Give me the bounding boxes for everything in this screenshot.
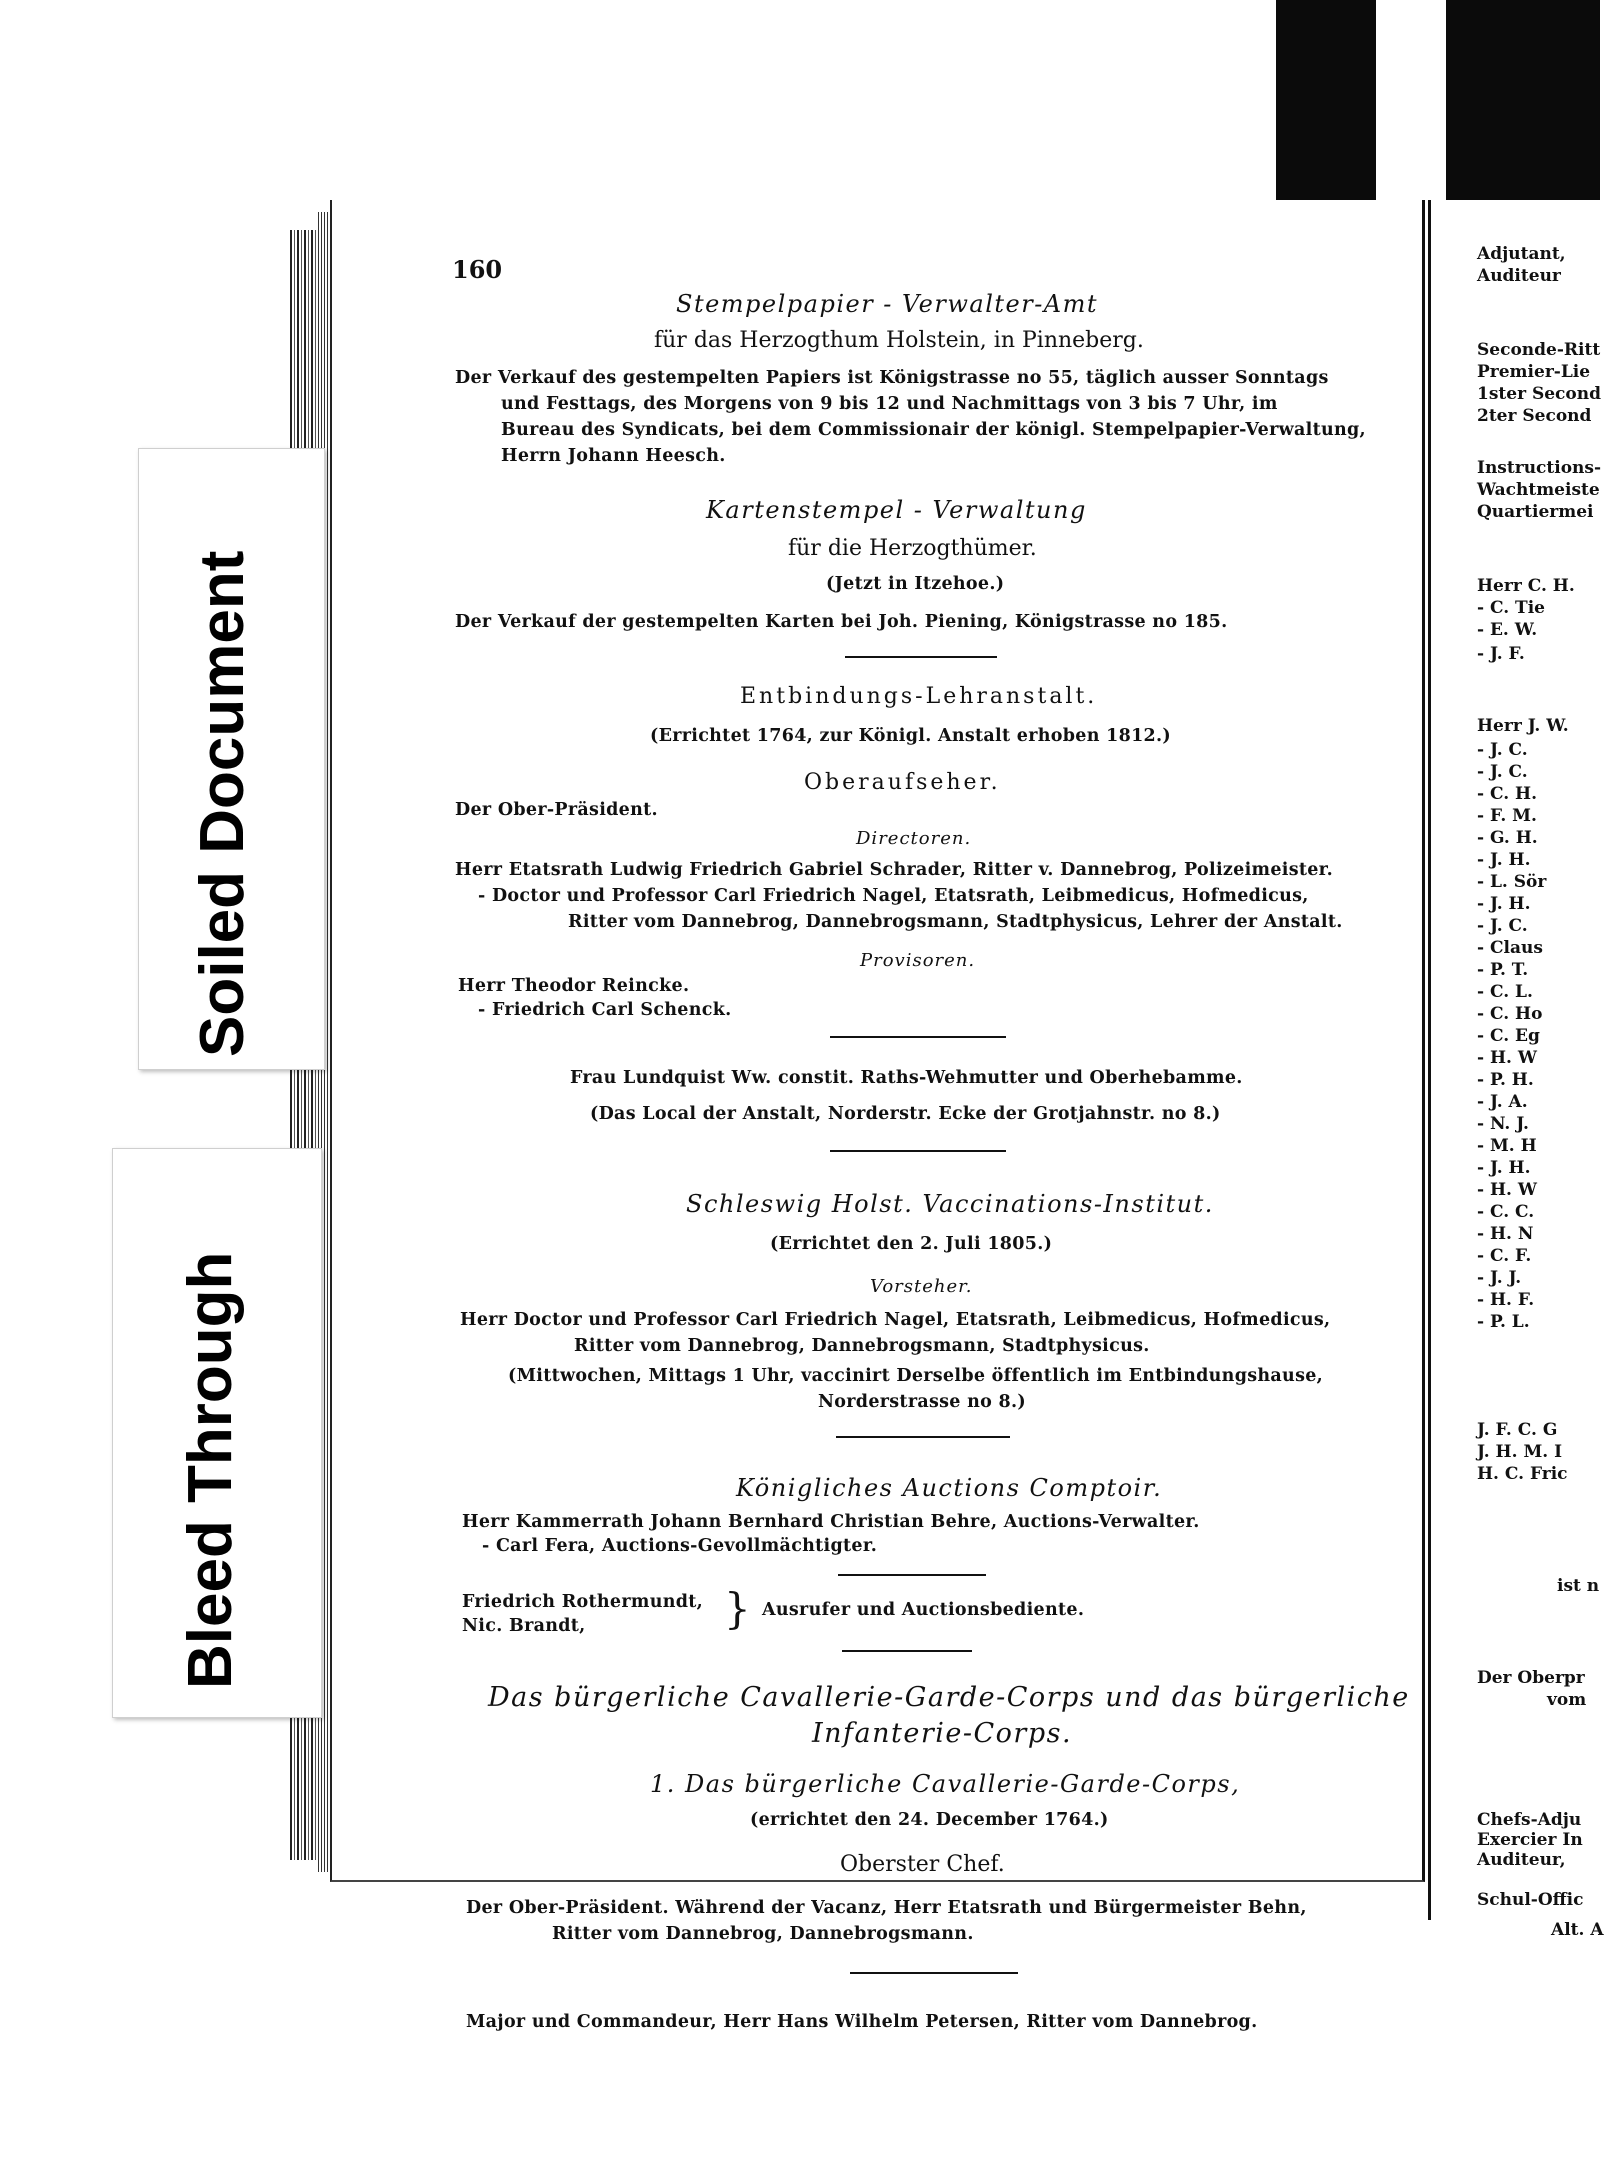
fragment-line: ist n: [1557, 1576, 1600, 1596]
section-title: Königliches Auctions Comptoir.: [736, 1474, 1163, 1502]
brace: }: [724, 1584, 751, 1633]
fragment-line: - C. H.: [1477, 784, 1538, 804]
fragment-line: - G. H.: [1477, 828, 1538, 848]
fragment-line: - M. H: [1477, 1136, 1537, 1156]
fragment-line: - Claus: [1477, 938, 1543, 958]
fragment-line: - P. L.: [1477, 1312, 1530, 1332]
fragment-line: - H. W: [1477, 1048, 1537, 1068]
fragment-line: H. C. Fric: [1477, 1464, 1568, 1484]
fragment-line: - P. T.: [1477, 960, 1529, 980]
divider: [830, 1036, 1006, 1038]
fragment-line: - J. H.: [1477, 894, 1531, 914]
sub-heading: Directoren.: [856, 828, 972, 849]
text-line: Herr Theodor Reincke.: [458, 976, 690, 996]
fragment-line: - J. C.: [1477, 740, 1528, 760]
fragment-line: - F. M.: [1477, 806, 1537, 826]
section-note: (Jetzt in Itzehoe.): [826, 574, 1005, 594]
fragment-line: - J. J.: [1477, 1268, 1522, 1288]
dark-strip: [1446, 0, 1600, 200]
fragment-line: - C. L.: [1477, 982, 1533, 1002]
soiled-document-label: [138, 448, 325, 1070]
fragment-line: Wachtmeiste: [1477, 480, 1600, 500]
section-title: Entbindungs-Lehranstalt.: [740, 684, 1098, 709]
text-line: Major und Commandeur, Herr Hans Wilhelm Petersen, Ritter vom Dannebrog.: [466, 2012, 1258, 2032]
text-line: Der Verkauf der gestempelten Karten bei Joh. Piening, Königstrasse no 185.: [455, 612, 1228, 632]
fragment-line: Instructions-: [1477, 458, 1602, 478]
section-title: Infanterie-Corps.: [812, 1718, 1073, 1749]
dark-strip: [1276, 0, 1376, 200]
fragment-line: Herr C. H.: [1477, 576, 1575, 596]
section-heading: Oberster Chef.: [840, 1852, 1005, 1877]
bleed-through-label: [112, 1148, 322, 1718]
section-note: (Errichtet den 2. Juli 1805.): [770, 1234, 1053, 1254]
fragment-line: 2ter Second: [1477, 406, 1592, 426]
sub-heading: Vorsteher.: [870, 1276, 973, 1297]
text-line: - Carl Fera, Auctions-Gevollmächtigter.: [482, 1536, 878, 1556]
section-subtitle: für die Herzogthümer.: [788, 536, 1037, 561]
fragment-line: Der Oberpr: [1477, 1668, 1585, 1688]
fragment-line: - J. F.: [1477, 644, 1525, 664]
text-line: Ritter vom Dannebrog, Dannebrogsmann, Stadtphysicus, Lehrer der Anstalt.: [568, 912, 1343, 932]
text-line: Der Ober-Präsident. Während der Vacanz, Herr Etatsrath und Bürgermeister Behn,: [466, 1898, 1307, 1918]
text-line: Herr Doctor und Professor Carl Friedrich Nagel, Etatsrath, Leibmedicus, Hofmedicus,: [460, 1310, 1331, 1330]
section-title: Kartenstempel - Verwaltung: [706, 496, 1087, 524]
text-line: - Doctor und Professor Carl Friedrich Nagel, Etatsrath, Leibmedicus, Hofmedicus,: [478, 886, 1309, 906]
fragment-line: Auditeur,: [1477, 1850, 1566, 1870]
text-line: und Festtags, des Morgens von 9 bis 12 und Nachmittags von 3 bis 7 Uhr, im: [501, 394, 1278, 414]
text-line: Bureau des Syndicats, bei dem Commissionair der königl. Stempelpapier-Verwaltung,: [501, 420, 1366, 440]
text-line: - Friedrich Carl Schenck.: [478, 1000, 732, 1020]
text-line: (Mittwochen, Mittags 1 Uhr, vaccinirt Derselbe öffentlich im Entbindungshause,: [508, 1366, 1324, 1386]
fragment-line: J. F. C. G: [1477, 1420, 1558, 1440]
text-line: (Das Local der Anstalt, Norderstr. Ecke der Grotjahnstr. no 8.): [590, 1104, 1221, 1124]
text-line: Nic. Brandt,: [462, 1616, 586, 1636]
fragment-line: - J. C.: [1477, 762, 1528, 782]
fragment-line: - C. Ho: [1477, 1004, 1543, 1024]
text-line: Ritter vom Dannebrog, Dannebrogsmann.: [552, 1924, 974, 1944]
text-line: Norderstrasse no 8.): [818, 1392, 1026, 1412]
fragment-line: J. H. M. I: [1477, 1442, 1563, 1462]
text-line: Ausrufer und Auctionsbediente.: [762, 1600, 1085, 1620]
fragment-line: - H. W: [1477, 1180, 1537, 1200]
divider: [845, 656, 997, 658]
section-title: Stempelpapier - Verwalter-Amt: [676, 290, 1099, 318]
section-note: (errichtet den 24. December 1764.): [750, 1810, 1109, 1830]
fragment-line: - J. A.: [1477, 1092, 1528, 1112]
text-line: Frau Lundquist Ww. constit. Raths-Wehmutter und Oberhebamme.: [570, 1068, 1243, 1088]
page-number: 160: [452, 255, 503, 284]
text-line: Herrn Johann Heesch.: [501, 446, 726, 466]
section-note: (Errichtet 1764, zur Königl. Anstalt erhoben 1812.): [650, 726, 1171, 746]
section-title: Schleswig Holst. Vaccinations-Institut.: [686, 1190, 1214, 1218]
fragment-line: vom: [1547, 1690, 1587, 1710]
section-title: Das bürgerliche Cavallerie-Garde-Corps und das bürgerliche: [488, 1682, 1410, 1713]
sub-heading: Provisoren.: [860, 950, 976, 971]
divider: [842, 1650, 972, 1652]
top-band: [1276, 0, 1600, 200]
fragment-line: - J. H.: [1477, 850, 1531, 870]
right-page-fragment: [1428, 200, 1604, 1940]
fragment-line: - N. J.: [1477, 1114, 1529, 1134]
divider: [830, 1150, 1006, 1152]
text-line: Ritter vom Dannebrog, Dannebrogsmann, Stadtphysicus.: [574, 1336, 1150, 1356]
fragment-line: 1ster Second: [1477, 384, 1601, 404]
fragment-line: Seconde-Ritt: [1477, 340, 1601, 360]
text-line: Herr Kammerrath Johann Bernhard Christian Behre, Auctions-Verwalter.: [462, 1512, 1200, 1532]
fragment-line: Herr J. W.: [1477, 716, 1569, 736]
divider: [850, 1972, 1018, 1974]
fragment-line: - J. H.: [1477, 1158, 1531, 1178]
fragment-line: Adjutant,: [1477, 244, 1566, 264]
text-line: Der Verkauf des gestempelten Papiers ist Königstrasse no 55, täglich ausser Sonntags: [455, 368, 1329, 388]
fragment-line: Exercier In: [1477, 1830, 1583, 1850]
fragment-line: - E. W.: [1477, 620, 1538, 640]
fragment-line: - L. Sör: [1477, 872, 1547, 892]
text-line: Herr Etatsrath Ludwig Friedrich Gabriel Schrader, Ritter v. Dannebrog, Polizeimeister.: [455, 860, 1333, 880]
fragment-line: Auditeur: [1477, 266, 1561, 286]
fragment-line: Schul-Offic: [1477, 1890, 1584, 1910]
fragment-line: - P. H.: [1477, 1070, 1534, 1090]
fragment-line: - C. Eg: [1477, 1026, 1540, 1046]
text-line: Der Ober-Präsident.: [455, 800, 658, 820]
section-subtitle: 1. Das bürgerliche Cavallerie-Garde-Corps,: [650, 1770, 1241, 1798]
fragment-line: Chefs-Adju: [1477, 1810, 1582, 1830]
fragment-line: - H. F.: [1477, 1290, 1535, 1310]
fragment-line: - C. C.: [1477, 1202, 1535, 1222]
soiled-document-text: Soiled Document: [188, 550, 257, 1057]
bleed-through-text: Bleed Through: [176, 1251, 245, 1689]
fragment-line: Alt. A: [1551, 1920, 1604, 1940]
text-line: Friedrich Rothermundt,: [462, 1592, 704, 1612]
fragment-line: - H. N: [1477, 1224, 1534, 1244]
divider: [838, 1574, 986, 1576]
divider: [836, 1436, 1010, 1438]
fragment-line: Premier-Lie: [1477, 362, 1591, 382]
fragment-line: - C. F.: [1477, 1246, 1532, 1266]
section-subtitle: für das Herzogthum Holstein, in Pinneberg.: [654, 328, 1144, 353]
section-heading: Oberaufseher.: [804, 770, 1001, 795]
fragment-line: - J. C.: [1477, 916, 1528, 936]
fragment-line: Quartiermei: [1477, 502, 1594, 522]
fragment-line: - C. Tie: [1477, 598, 1545, 618]
